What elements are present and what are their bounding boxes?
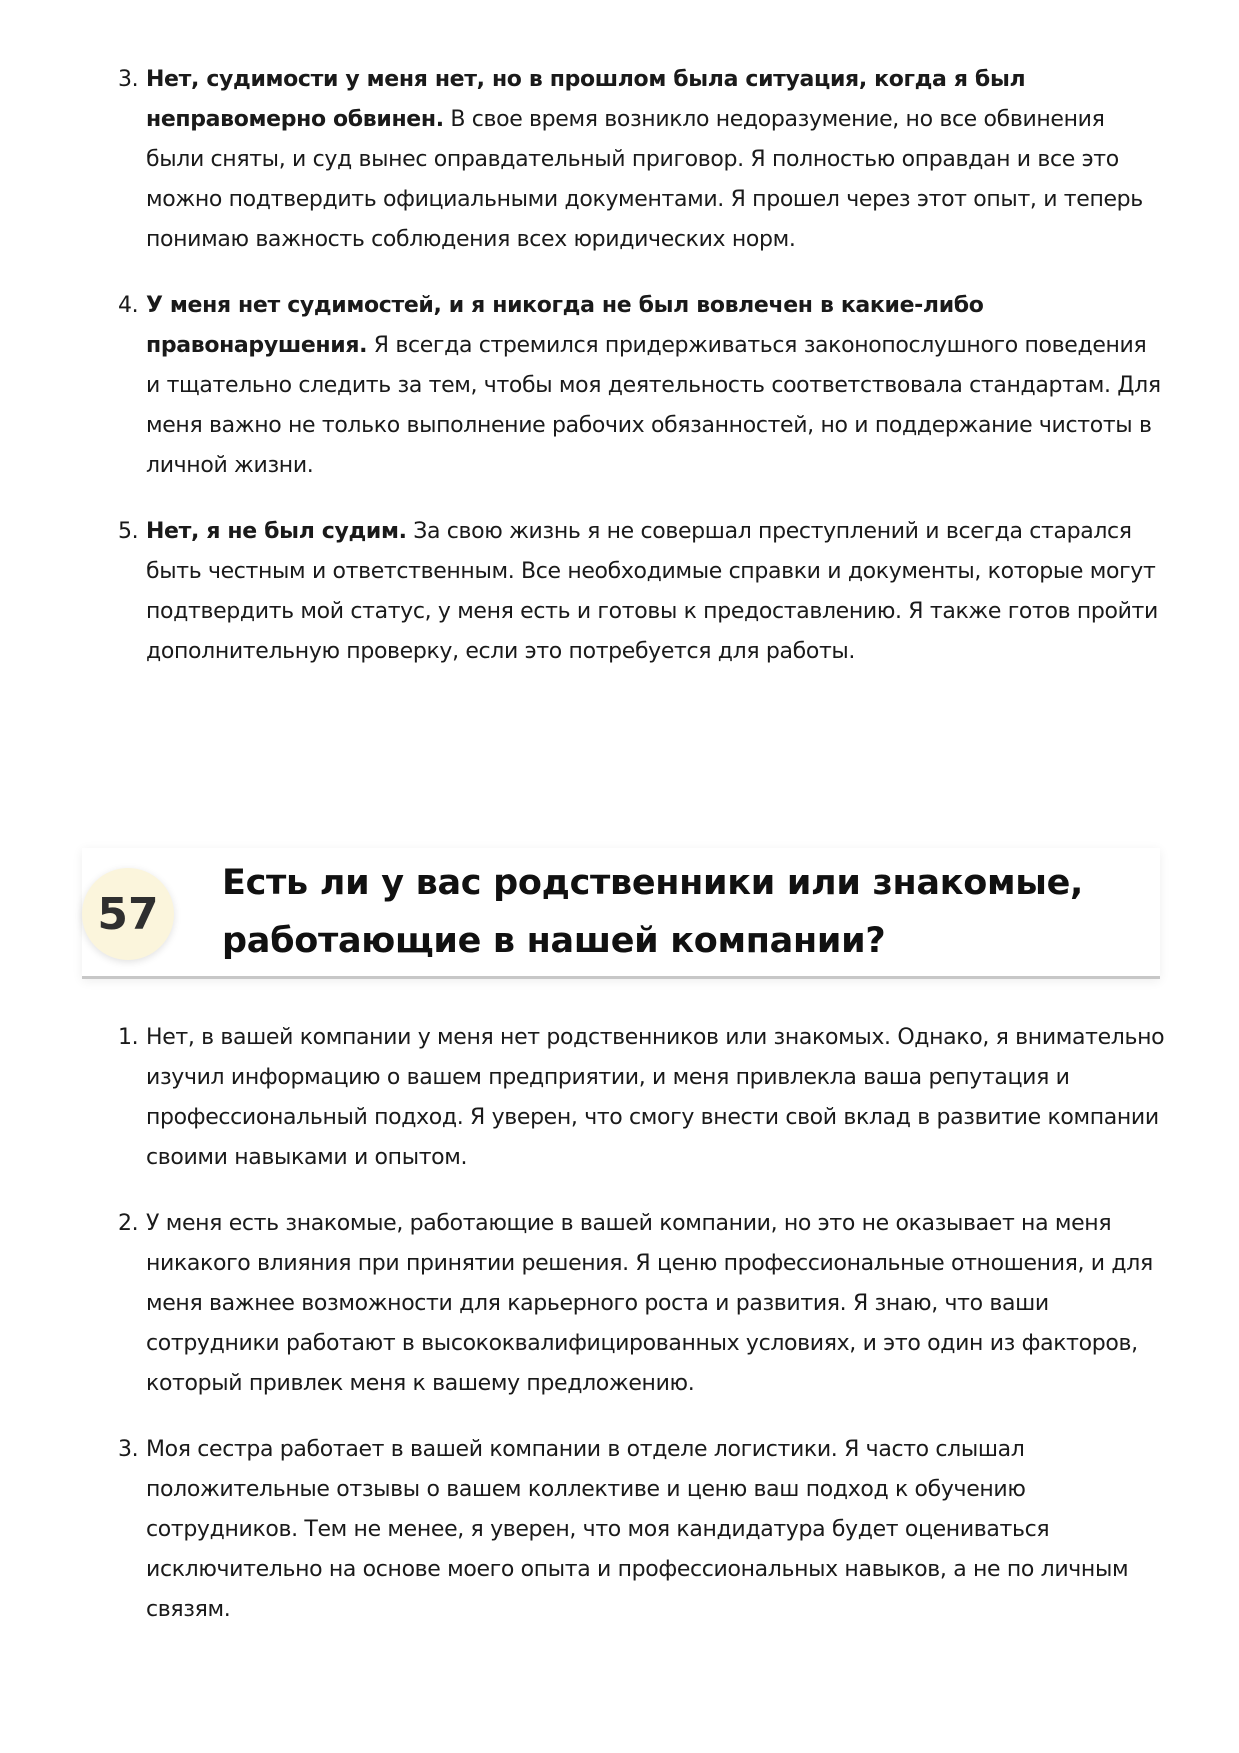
item-text: Я всегда стремился придерживаться законопослушного поведения и тщательно следить за тем, чтобы моя деятельность соответствовала стандартам. Для меня важно не только выполнение рабочих обязанностей, но и поддержание чистоты в личной жизни. (146, 333, 1161, 478)
list-item (118, 1430, 1166, 1630)
answers-list (118, 1018, 1166, 1656)
item-bold-lead: У меня нет судимостей, и я никогда не был вовлечен в какие-либо правонарушения. (146, 293, 984, 358)
list-item (118, 60, 1166, 260)
item-text: Моя сестра работает в вашей компании в отделе логистики. Я часто слышал положительные отзывы о вашем коллективе и ценю ваш подход к обучению сотрудников. Тем не менее, я уверен, что моя кандидатура будет оцениваться исключительно на основе моего опыта и профессиональных навыков, а не по личным связям. (146, 1437, 1129, 1622)
item-number: 4. (118, 293, 139, 318)
list-item (118, 1018, 1166, 1178)
list-item (118, 1204, 1166, 1404)
item-number: 3. (118, 1437, 139, 1462)
item-text: За свою жизнь я не совершал преступлений и всегда старался быть честным и ответственным. Все необходимые справки и документы, которые могут подтвердить мой статус, у меня есть и готовы к предоставлению. Я также готов пройти дополнительную проверку, если это потребуется для работы. (146, 519, 1158, 664)
item-text: В свое время возникло недоразумение, но все обвинения были сняты, и суд вынес оправдательный приговор. Я полностью оправдан и все это можно подтвердить официальными документами. Я прошел через этот опыт, и теперь понимаю важность соблюдения всех юридических норм. (146, 107, 1143, 252)
question-number-badge: 57 (82, 868, 174, 960)
item-bold-lead: Нет, судимости у меня нет, но в прошлом была ситуация, когда я был неправомерно обвинен. (146, 67, 1026, 132)
item-text: У меня есть знакомые, работающие в вашей компании, но это не оказывает на меня никакого влияния при принятии решения. Я ценю профессиональные отношения, и для меня важнее возможности для карьерного роста и развития. Я знаю, что ваши сотрудники работают в высококвалифицированных условиях, и это один из факторов, который привлек меня к вашему предложению. (146, 1211, 1153, 1396)
item-number: 2. (118, 1211, 139, 1236)
list-item (118, 512, 1166, 672)
item-text: Нет, в вашей компании у меня нет родственников или знакомых. Однако, я внимательно изучил информацию о вашем предприятии, и меня привлекла ваша репутация и профессиональный подход. Я уверен, что смогу внести свой вклад в развитие компании своими навыками и опытом. (146, 1025, 1165, 1170)
item-number: 1. (118, 1025, 139, 1050)
item-number: 3. (118, 67, 139, 92)
item-bold-lead: Нет, я не был судим. (146, 519, 407, 544)
question-title: Есть ли у вас родственники или знакомые, работающие в нашей компании? (222, 863, 1084, 961)
previous-answers-list (118, 60, 1166, 698)
question-header (82, 848, 1160, 979)
item-number: 5. (118, 519, 139, 544)
list-item (118, 286, 1166, 486)
